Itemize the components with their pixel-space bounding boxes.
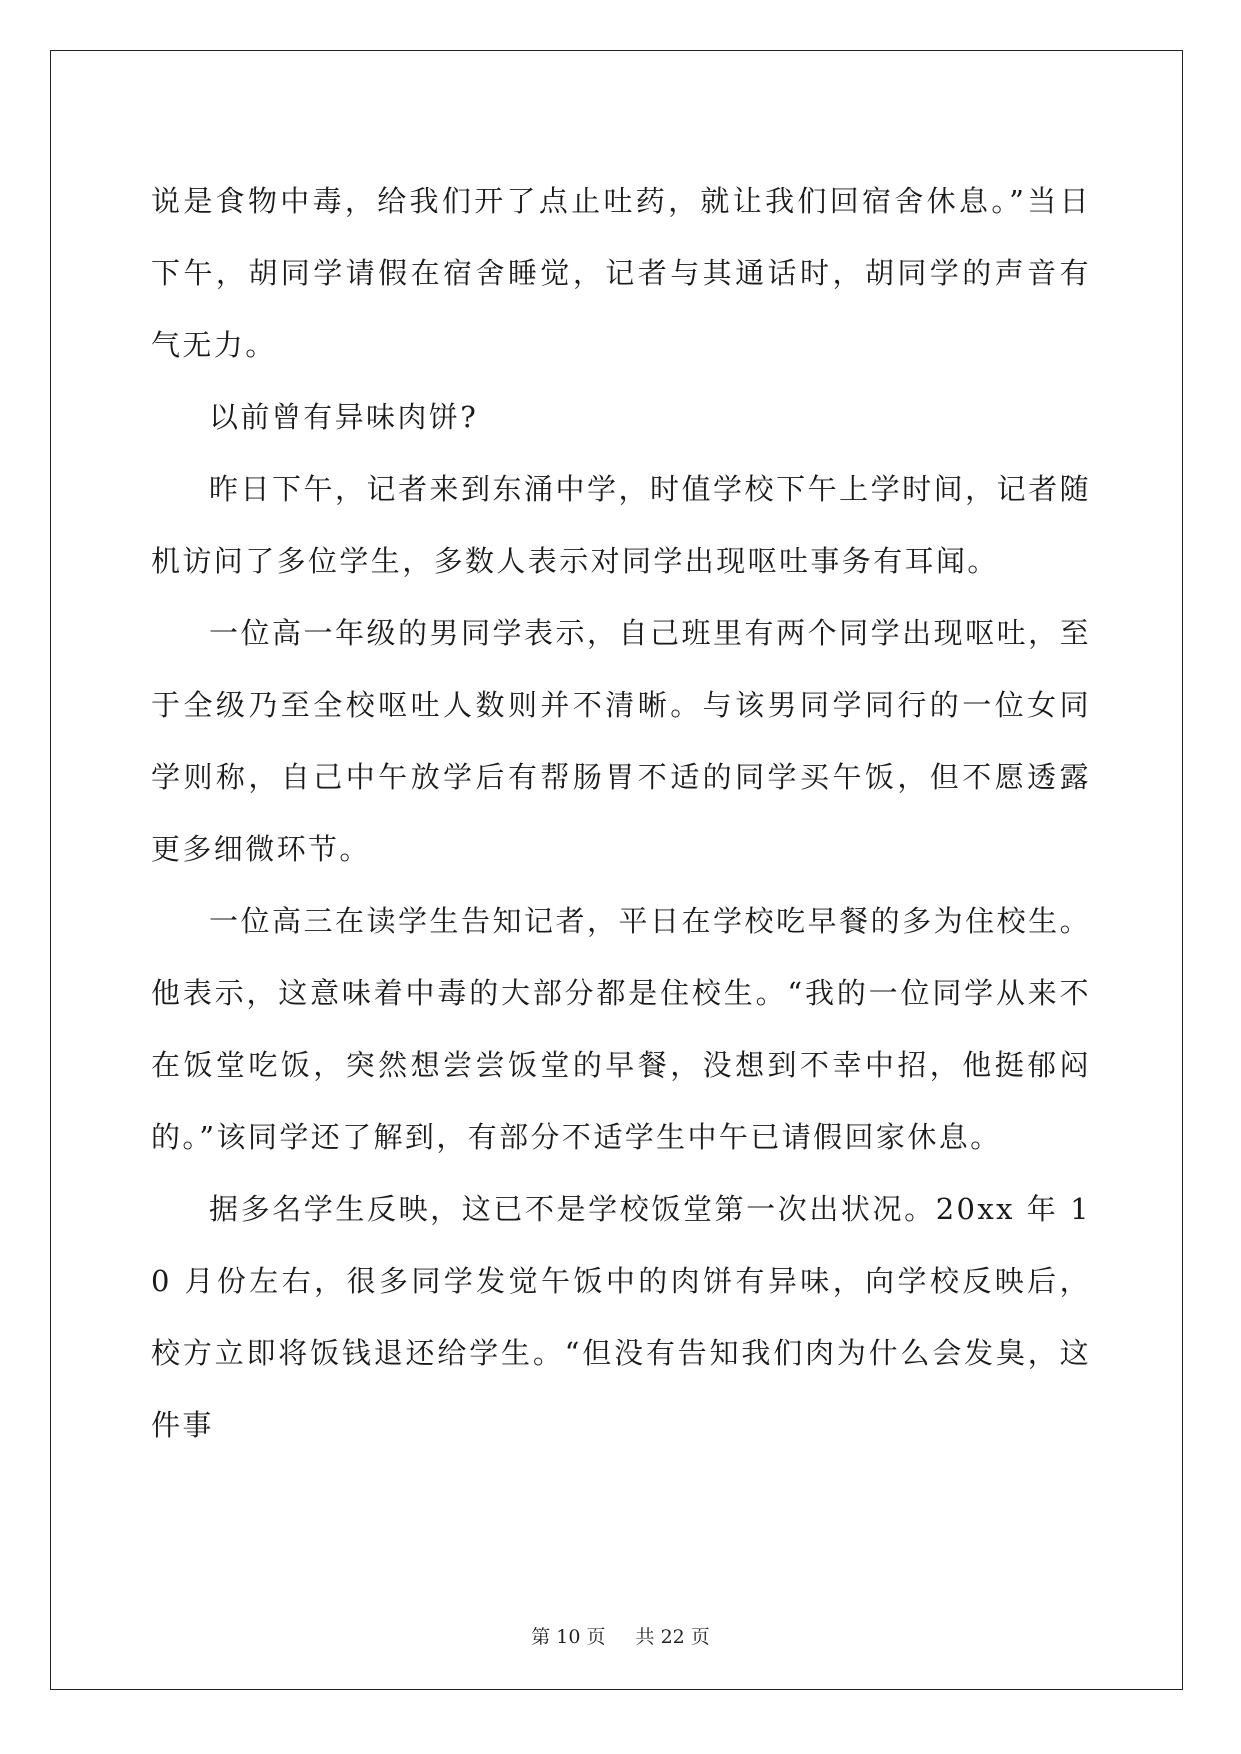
paragraph-2-subheading: 以前曾有异味肉饼? <box>209 400 479 434</box>
page-footer <box>0 1622 1241 1649</box>
paragraph-1: 说是食物中毒，给我们开了点止吐药，就让我们回宿舍休息。”当日下午，胡同学请假在宿舍睡觉，记者与其通话时，胡同学的声音有气无力。 <box>151 184 1091 362</box>
page-number: 第 10 页 <box>531 1626 606 1648</box>
paragraph-3: 昨日下午，记者来到东涌中学，时值学校下午上学时间，记者随机访问了多位学生，多数人表示对同学出现呕吐事务有耳闻。 <box>151 472 1091 578</box>
paragraph-5: 一位高三在读学生告知记者，平日在学校吃早餐的多为住校生。他表示，这意味着中毒的大部分都是住校生。“我的一位同学从来不在饭堂吃饭，突然想尝尝饭堂的早餐，没想到不幸中招，他挺郁闷的。”该同学还了解到，有部分不适学生中午已请假回家休息。 <box>151 904 1091 1154</box>
page-total: 共 22 页 <box>635 1626 710 1648</box>
paragraph-6: 据多名学生反映，这已不是学校饭堂第一次出状况。20xx 年 10 月份左右，很多同学发觉午饭中的肉饼有异味，向学校反映后，校方立即将饭钱退还给学生。“但没有告知我们肉为什么会发臭，这件事 <box>151 1192 1091 1442</box>
document-body <box>151 165 1091 1461</box>
paragraph-4: 一位高一年级的男同学表示，自己班里有两个同学出现呕吐，至于全级乃至全校呕吐人数则并不清晰。与该男同学同行的一位女同学则称，自己中午放学后有帮肠胃不适的同学买午饭，但不愿透露更多细微环节。 <box>151 616 1091 866</box>
